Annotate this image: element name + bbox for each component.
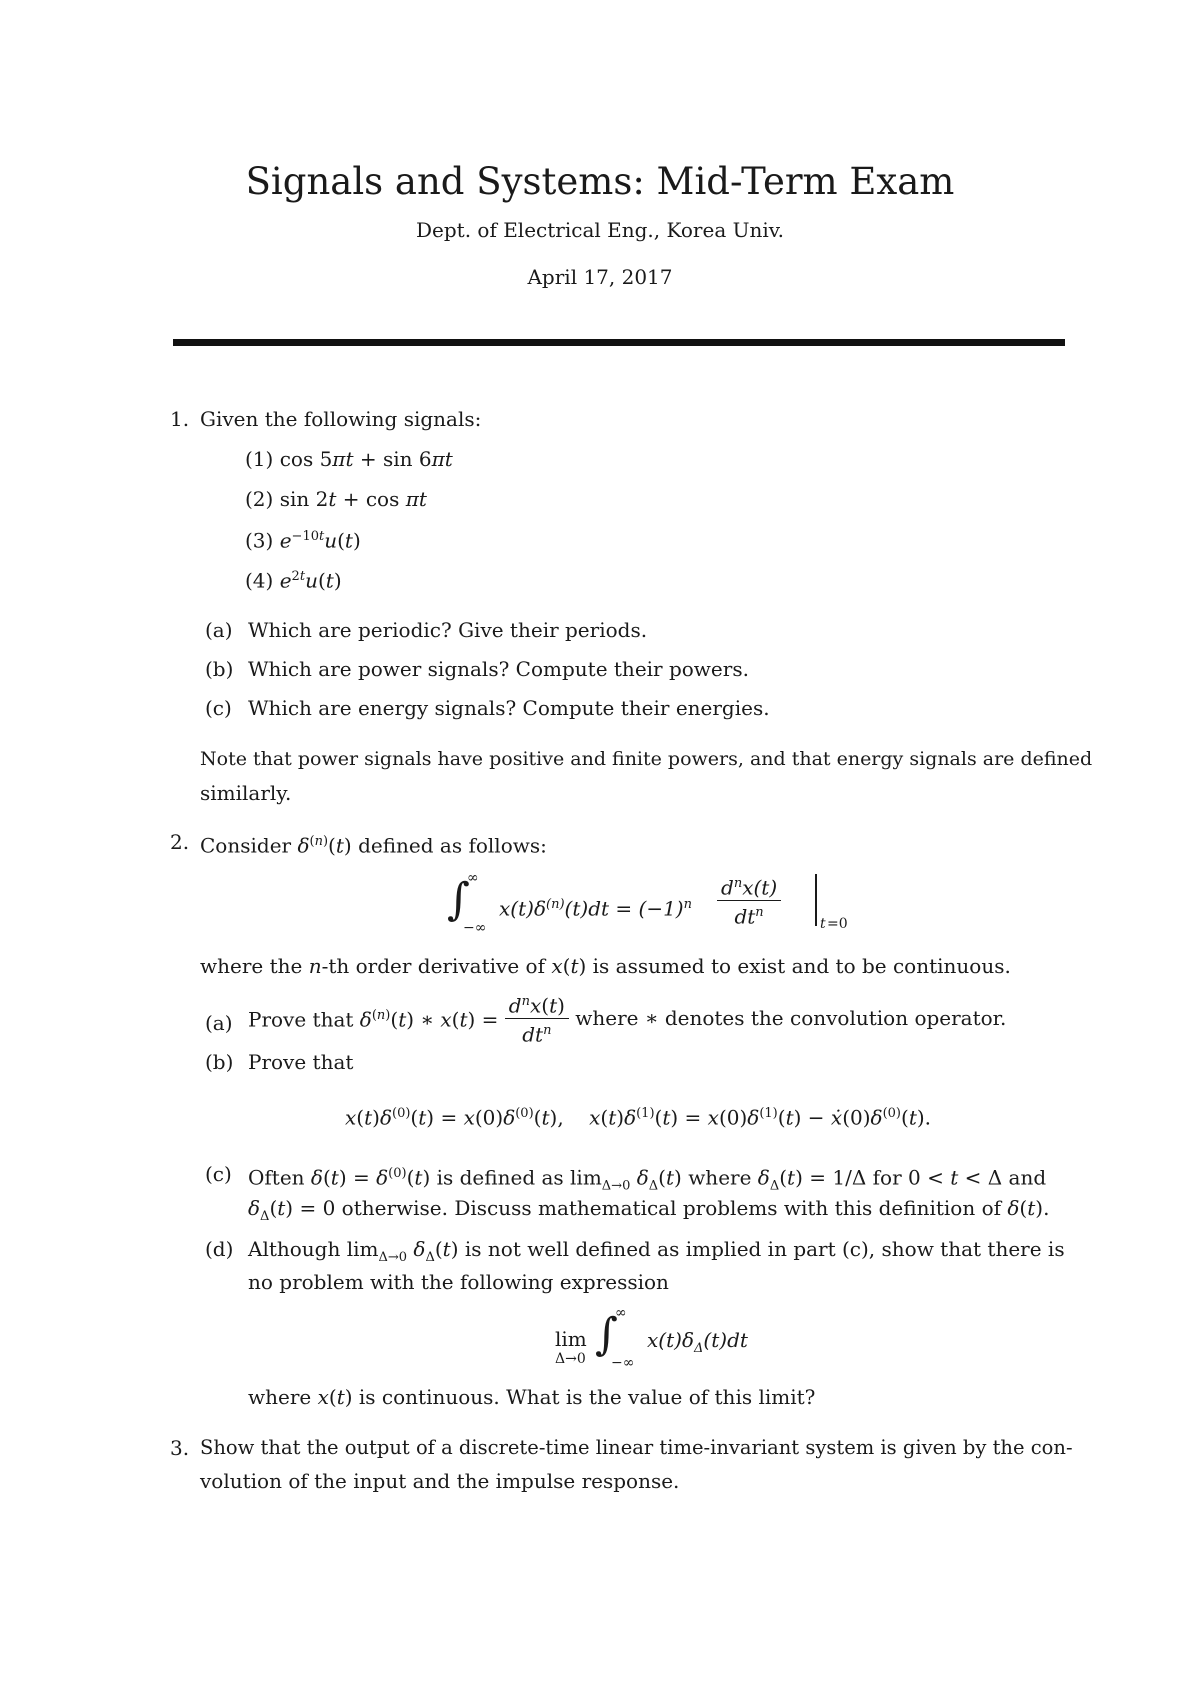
q2-part-d-label: (d) (205, 1237, 234, 1261)
q1-part-b-text: Which are power signals? Compute their powers. (248, 657, 749, 681)
department-line: Dept. of Electrical Eng., Korea Univ. (415, 218, 785, 242)
q3-line-2: volution of the input and the impulse response. (200, 1469, 680, 1493)
q2-part-b-text: Prove that (248, 1050, 354, 1074)
q2-part-c-line-2: $\delta_\Delta(t) = 0$ otherwise. Discuss mathematical problems with this definition of δ(t). (248, 1196, 1050, 1224)
q1-note-line-2: similarly. (200, 781, 292, 805)
q2-part-d-line-3: where x(t) is continuous. What is the value of this limit? (248, 1385, 816, 1409)
q2-limit-expression: lim Δ→0 ∫ ∞ −∞ $x(t)\delta_\Delta(t)dt$ (555, 1305, 748, 1371)
exam-title: Signals and Systems: Mid-Term Exam (245, 160, 955, 203)
exam-date: April 17, 2017 (527, 265, 673, 289)
q1-part-b-label: (b) (205, 657, 234, 681)
q2-number: 2. (170, 830, 190, 854)
q2-part-a-text: Prove that $\delta^{(n)}(t)$ ∗ x(t) = $\frac{d^nx(t)}{dt^n}$ where ∗ denotes the convolution operator. (248, 990, 1006, 1050)
q2-part-a-label: (a) (205, 1011, 233, 1035)
q1-part-a-text: Which are periodic? Give their periods. (248, 618, 648, 642)
q1-signal-1: (1) cos 5πt + sin 6πt (245, 447, 453, 471)
q1-intro: Given the following signals: (200, 407, 482, 431)
q2-part-c-label: (c) (205, 1162, 232, 1186)
q1-number: 1. (170, 407, 190, 431)
q1-signal-4: (4) $e^{2t}u(t)$ (245, 568, 342, 593)
q3-number: 3. (170, 1436, 190, 1460)
q2-consider: Consider $\delta^{(n)}(t)$ defined as follows: (200, 833, 547, 858)
q1-signal-3: (3) $e^{-10t}u(t)$ (245, 528, 361, 553)
q1-part-c-label: (c) (205, 696, 232, 720)
q2-definition-equation: ∫ ∞ −∞ $x(t)\delta^{(n)}(t)dt = (-1)^n$ $d^nx(t)$ $dt^n$ t =0 (447, 870, 848, 936)
q1-signal-2: (2) sin 2t + cos πt (245, 487, 427, 511)
header-rule (173, 339, 1065, 346)
q1-part-a-label: (a) (205, 618, 233, 642)
q1-part-c-text: Which are energy signals? Compute their energies. (248, 696, 770, 720)
q2-part-d-line-2: no problem with the following expression (248, 1270, 669, 1294)
q2-where-line: where the n-th order derivative of x(t) is assumed to exist and to be continuous. (200, 954, 1011, 978)
q2-part-c-line-1: Often $\delta(t) = \delta^{(0)}(t)$ is defined as $\lim_{\Delta\to 0} \delta_\Delta(t)$ where $\delta_\Delta(t) = 1/\Delta$ for 0 < t < Δ and (248, 1165, 1047, 1194)
q2-part-b-label: (b) (205, 1050, 234, 1074)
q2-part-b-equation: $x(t)\delta^{(0)}(t) = x(0)\delta^{(0)}(t)$, $x(t)\delta^{(1)}(t) = x(0)\delta^{(1)}(t)$ − $ẋ(0)\delta^{(0)}(t)$. (345, 1105, 932, 1130)
q3-line-1: Show that the output of a discrete-time linear time-invariant system is given by the con- (200, 1436, 1073, 1459)
q1-note-line-1: Note that power signals have positive and finite powers, and that energy signals are defined (200, 748, 1093, 770)
q2-part-d-line-1: Although $\lim_{\Delta\to 0} \delta_\Delta(t)$ is not well defined as implied in part (c), show that there is (248, 1237, 1065, 1265)
